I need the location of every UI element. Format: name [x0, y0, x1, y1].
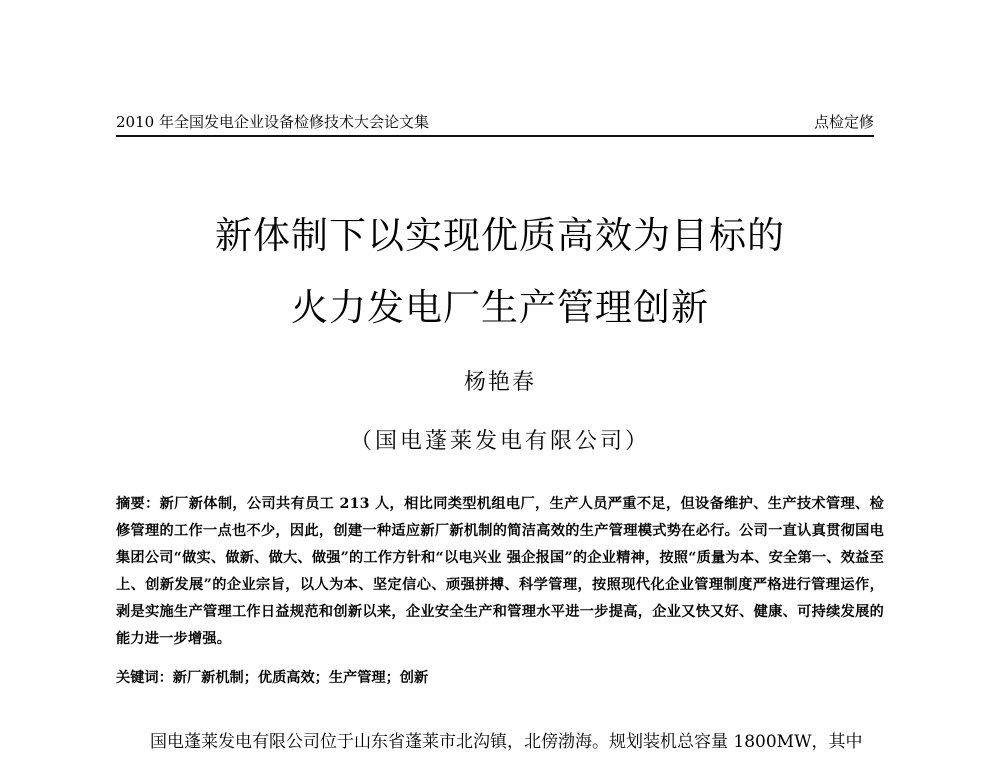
paper-title-line-2: 火力发电厂生产管理创新: [291, 286, 709, 329]
header-proceedings-title: 2010 年全国发电企业设备检修技术大会论文集: [116, 113, 429, 131]
body-paragraph: 国电蓬莱发电有限公司位于山东省蓬莱市北沟镇，北傍渤海。规划装机总容量 1800MW，其中: [150, 732, 863, 752]
abstract-text: 新厂新体制，公司共有员工 213 人，相比同类型机组电厂，生产人员严重不足，但设备维护、生产技术管理、检修管理的工作一点也不少，因此，创建一种适应新厂新机制的简洁高效的生产管理模式势在必行。公司一直认真贯彻国电集团公司“做实、做新、做大、做强”的工作方针和“以电兴业 强企报国”的企业精神，按照“质量为本、安全第一、效益至上、创新发展”的企业宗旨，以人为本、坚定信心、顽强拼搏、科学管理，按照现代化企业管理制度严格进行管理运作，剥是实施生产管理工作日益规范和创新以来，企业安全生产和管理水平进一步提高，企业又快又好、健康、可持续发展的能力进一步增强。: [116, 496, 884, 647]
keywords-label: 关键词：: [116, 670, 173, 686]
paper-title-line-1: 新体制下以实现优质高效为目标的: [215, 214, 785, 257]
keywords: [116, 665, 884, 692]
author-name: 杨艳春: [463, 370, 536, 395]
keywords-text: 新厂新机制；优质高效；生产管理；创新: [172, 670, 429, 686]
abstract: [116, 491, 884, 653]
abstract-label: 摘要：: [116, 496, 160, 512]
header-section-name: 点检定修: [813, 113, 874, 131]
running-header: [116, 111, 874, 137]
author-affiliation: （国电蓬莱发电有限公司）: [349, 429, 650, 454]
